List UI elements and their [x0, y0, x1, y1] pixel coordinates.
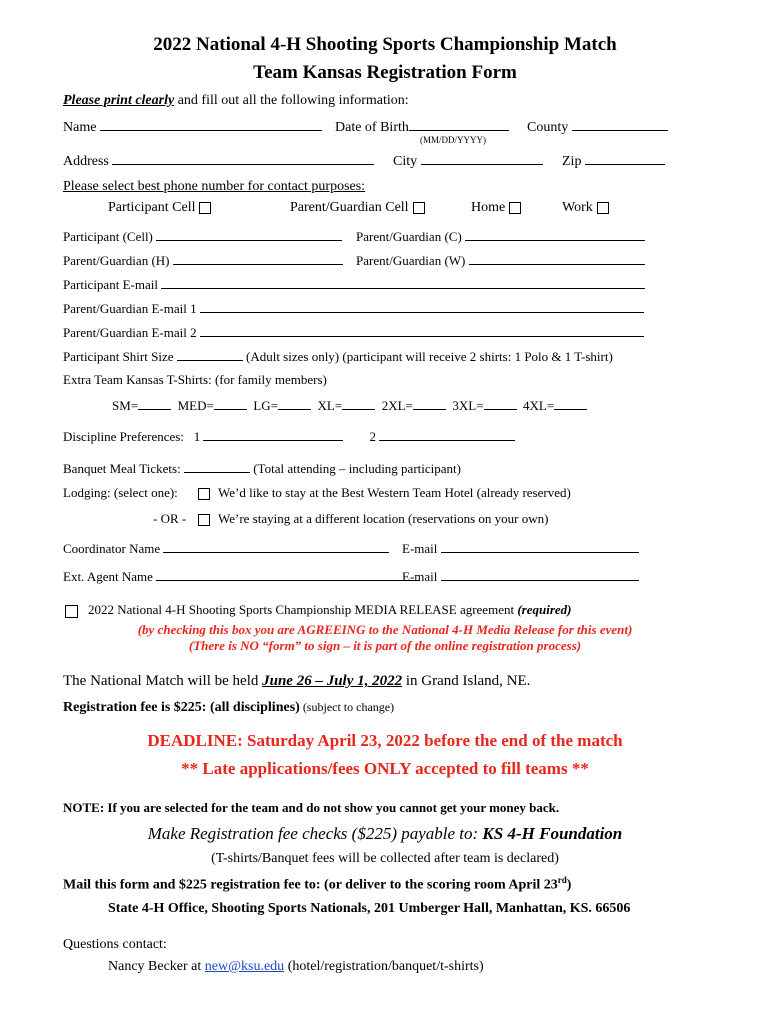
mail-sup: rd [557, 875, 567, 885]
intro-text [63, 93, 409, 109]
guardian-h-blank[interactable] [173, 252, 343, 265]
form-title-line2: Team Kansas Registration Form [253, 62, 517, 83]
extra-shirt-sizes [112, 397, 587, 414]
guardian-h-field[interactable] [63, 252, 343, 269]
match-info [63, 673, 530, 690]
shirt-size-note: (Adult sizes only) (participant will receive 2 shirts: 1 Polo & 1 T-shirt) [245, 349, 613, 364]
lodging-option-label: We’d like to stay at the Best Western Team Hotel (already reserved) [218, 485, 571, 500]
size-3xl-blank[interactable] [484, 397, 517, 410]
media-release-required: (required) [517, 602, 572, 617]
size-xl-blank[interactable] [342, 397, 375, 410]
discipline-1-label: 1 [193, 429, 201, 444]
name-field[interactable] [63, 118, 322, 136]
checkbox-work[interactable] [597, 202, 609, 214]
size-4xl-blank[interactable] [554, 397, 587, 410]
size-sm-label: SM= [112, 398, 139, 413]
size-2xl-label: 2XL= [381, 398, 413, 413]
contact-name: Nancy Becker at [108, 959, 205, 974]
dob-format-hint: (MM/DD/YYYY) [420, 135, 486, 145]
checkbox-home[interactable] [509, 202, 521, 214]
coordinator-label: Coordinator Name [63, 541, 161, 556]
questions-contact [108, 959, 484, 975]
agent-label: Ext. Agent Name [63, 569, 153, 584]
participant-cell-field[interactable] [63, 228, 342, 245]
coordinator-blank[interactable] [163, 540, 389, 553]
fee-info [63, 700, 394, 716]
zip-label: Zip [562, 154, 582, 169]
city-label: City [393, 154, 418, 169]
banquet-note: (Total attending – including participant) [253, 461, 461, 476]
dob-blank[interactable] [409, 118, 509, 131]
phone-option-guardian-cell[interactable] [290, 200, 425, 216]
guardian-email1-blank[interactable] [200, 300, 644, 313]
participant-email-blank[interactable] [161, 276, 645, 289]
discipline-2-label: 2 [369, 429, 376, 444]
lodging-or: - OR - [153, 511, 187, 526]
county-blank[interactable] [572, 118, 668, 131]
media-release-note2: (There is NO “form” to sign – it is part of the online registration process) [188, 638, 582, 653]
extra-shirts-label: Extra Team Kansas T-Shirts: (for family members) [63, 372, 327, 387]
deadline-line2: ** Late applications/fees ONLY accepted to fill teams ** [181, 759, 589, 778]
checkbox-other-lodging[interactable] [198, 514, 210, 526]
banquet-blank[interactable] [184, 460, 250, 473]
size-med-label: MED= [177, 398, 214, 413]
phone-prompt: Please select best phone number for contact purposes: [63, 179, 366, 194]
discipline-2-blank[interactable] [379, 428, 515, 441]
phone-option-label: Home [471, 200, 506, 215]
fee-note: (subject to change) [299, 700, 395, 714]
guardian-w-blank[interactable] [469, 252, 645, 265]
fee-amount: Registration fee is $225: (all disciplines) [63, 700, 300, 715]
guardian-w-field[interactable] [356, 252, 645, 269]
intro-rest: and fill out all the following information: [174, 93, 409, 108]
discipline-label: Discipline Preferences: [63, 429, 184, 444]
mailing-address: State 4-H Office, Shooting Sports Nationals, 201 Umberger Hall, Manhattan, KS. 66506 [108, 901, 631, 916]
participant-email-label: Participant E-mail [63, 277, 158, 292]
dob-field[interactable] [335, 118, 509, 136]
lodging-option-label: We’re staying at a different location (reservations on your own) [218, 511, 549, 526]
guardian-c-field[interactable] [356, 228, 645, 245]
mail-close: ) [566, 877, 572, 893]
participant-cell-label: Participant (Cell) [63, 229, 153, 244]
agent-email-blank[interactable] [441, 568, 639, 581]
guardian-w-label: Parent/Guardian (W) [356, 253, 466, 268]
participant-email-field[interactable] [63, 276, 645, 293]
discipline-1-blank[interactable] [203, 428, 343, 441]
phone-option-home[interactable] [471, 200, 521, 216]
lodging-option-other[interactable] [198, 511, 548, 527]
agent-blank[interactable] [156, 568, 419, 581]
guardian-email1-field[interactable] [63, 300, 644, 317]
size-sm-blank[interactable] [138, 397, 171, 410]
refund-note: NOTE: If you are selected for the team and do not show you cannot get your money back. [63, 800, 560, 815]
guardian-email2-field[interactable] [63, 324, 644, 341]
checks-payee: KS 4-H Foundation [482, 824, 623, 843]
checkbox-media-release[interactable] [65, 605, 78, 618]
zip-blank[interactable] [585, 152, 665, 165]
media-release-text: 2022 National 4-H Shooting Sports Championship MEDIA RELEASE agreement [88, 602, 518, 617]
size-med-blank[interactable] [214, 397, 247, 410]
size-lg-label: LG= [253, 398, 279, 413]
phone-option-label: Parent/Guardian Cell [290, 200, 409, 215]
banquet-field[interactable] [63, 460, 461, 477]
agent-email-label: E-mail [402, 569, 438, 584]
contact-email-link[interactable]: new@ksu.edu [204, 959, 285, 974]
phone-option-label: Participant Cell [108, 200, 196, 215]
county-label: County [527, 120, 569, 135]
shirt-size-label: Participant Shirt Size [63, 349, 174, 364]
match-pre: The National Match will be held [63, 673, 263, 689]
mail-text: Mail this form and $225 registration fee to: (or deliver to the scoring room April 23 [63, 877, 558, 893]
phone-option-label: Work [562, 200, 593, 215]
city-blank[interactable] [421, 152, 543, 165]
guardian-c-blank[interactable] [465, 228, 645, 241]
shirt-size-field[interactable] [63, 348, 613, 365]
coordinator-field[interactable] [63, 540, 389, 557]
size-3xl-label: 3XL= [452, 398, 484, 413]
zip-field[interactable] [562, 152, 665, 170]
media-release-note1: (by checking this box you are AGREEING to the National 4-H Media Release for this event) [137, 622, 633, 637]
lodging-label: Lodging: (select one): [63, 485, 178, 500]
name-label: Name [63, 120, 97, 135]
checks-pre: Make Registration fee checks ($225) payable to: [147, 824, 483, 843]
checks-payable [0, 824, 770, 844]
banquet-label: Banquet Meal Tickets: [63, 461, 181, 476]
guardian-c-label: Parent/Guardian (C) [356, 229, 462, 244]
shirt-size-blank[interactable] [177, 348, 243, 361]
coordinator-email-blank[interactable] [441, 540, 639, 553]
checkbox-team-hotel[interactable] [198, 488, 210, 500]
checkbox-guardian-cell[interactable] [413, 202, 425, 214]
agent-email-field[interactable] [402, 568, 639, 585]
lodging-option-team-hotel[interactable] [198, 485, 571, 501]
guardian-h-label: Parent/Guardian (H) [63, 253, 170, 268]
address-field[interactable] [63, 152, 374, 170]
media-release-agreement[interactable] [65, 602, 572, 618]
guardian-email2-label: Parent/Guardian E-mail 2 [63, 325, 197, 340]
match-dates: June 26 – July 1, 2022 [262, 673, 403, 689]
county-field[interactable] [527, 118, 668, 136]
deadline-line1: DEADLINE: Saturday April 23, 2022 before the end of the match [147, 731, 623, 750]
phone-option-work[interactable] [562, 200, 609, 216]
dob-label: Date of Birth [335, 120, 409, 135]
mail-instructions [63, 875, 571, 894]
match-location: in Grand Island, NE. [402, 673, 531, 689]
questions-label: Questions contact: [63, 937, 167, 952]
participant-cell-blank[interactable] [156, 228, 342, 241]
size-4xl-label: 4XL= [523, 398, 555, 413]
agent-field[interactable] [63, 568, 419, 585]
address-blank[interactable] [112, 152, 374, 165]
size-xl-label: XL= [317, 398, 343, 413]
form-title-line1: 2022 National 4-H Shooting Sports Championship Match [153, 34, 617, 55]
checkbox-participant-cell[interactable] [199, 202, 211, 214]
address-label: Address [63, 154, 109, 169]
guardian-email1-label: Parent/Guardian E-mail 1 [63, 301, 197, 316]
size-lg-blank[interactable] [278, 397, 311, 410]
discipline-field [63, 428, 515, 445]
size-2xl-blank[interactable] [413, 397, 446, 410]
phone-option-participant-cell[interactable] [108, 200, 211, 216]
guardian-email2-blank[interactable] [200, 324, 644, 337]
coordinator-email-label: E-mail [402, 541, 438, 556]
intro-emphasis: Please print clearly [63, 93, 175, 108]
tshirt-note: (T-shirts/Banquet fees will be collected after team is declared) [211, 851, 559, 866]
city-field[interactable] [393, 152, 543, 170]
contact-topics: (hotel/registration/banquet/t-shirts) [284, 959, 484, 974]
name-blank[interactable] [100, 118, 322, 131]
coordinator-email-field[interactable] [402, 540, 639, 557]
